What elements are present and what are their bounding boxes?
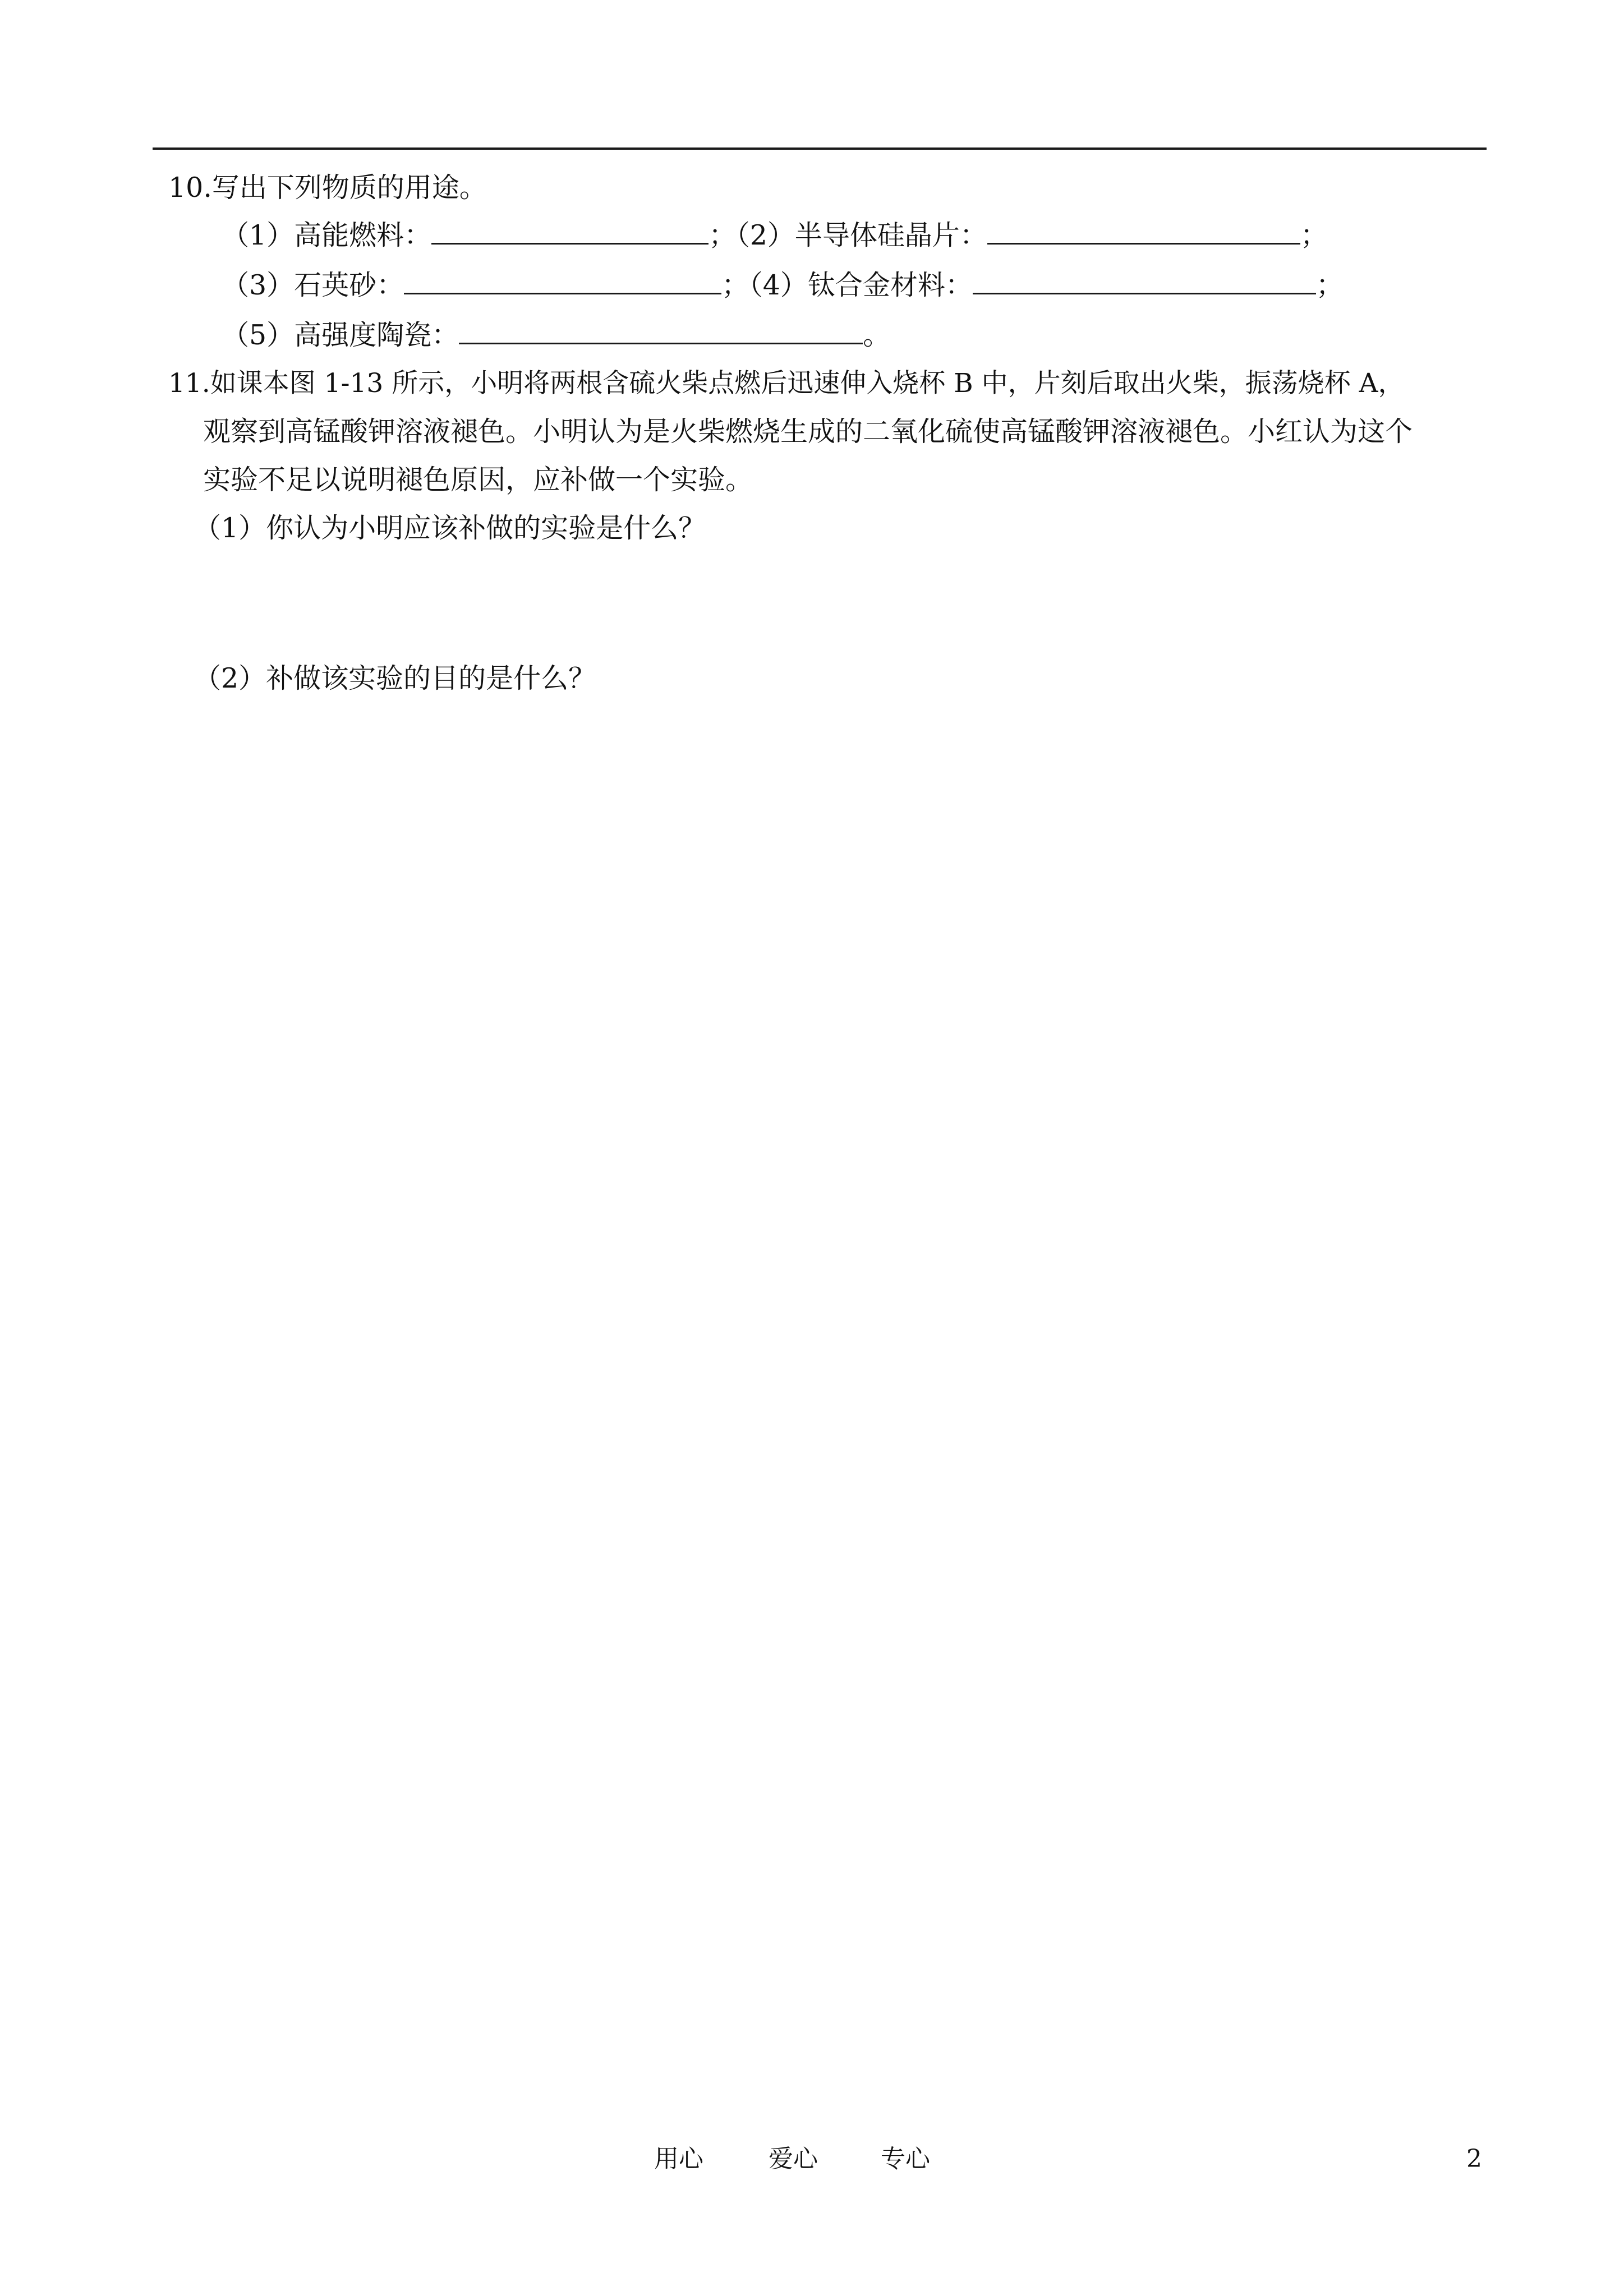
item-1-label: （1）高能燃料：	[222, 219, 432, 251]
footer-motto-3: 专心	[881, 2145, 930, 2173]
item-5-answer-blank[interactable]	[459, 317, 863, 344]
footer-motto-1: 用心	[654, 2145, 703, 2173]
item-5-end: 。	[863, 319, 891, 351]
question-11-sub-1: （1）你认为小明应该补做的实验是什么？	[194, 512, 706, 544]
item-3-answer-blank[interactable]	[404, 267, 721, 294]
item-4-label: ；（4）钛合金材料：	[721, 269, 973, 301]
header-rule	[153, 147, 1487, 150]
footer-motto-2: 爱心	[769, 2145, 818, 2173]
question-11-sub-2: （2）补做该实验的目的是什么？	[194, 662, 596, 694]
question-10-row-1	[222, 217, 1328, 252]
question-11-line-1: 11.如课本图 1-13 所示，小明将两根含硫火柴点燃后迅速伸入烧杯 B 中，片刻后取出火柴，振荡烧杯 A，	[168, 368, 1405, 399]
question-11-line-2: 观察到高锰酸钾溶液褪色。小明认为是火柴燃烧生成的二氧化硫使高锰酸钾溶液褪色。小红认为这个	[203, 416, 1413, 448]
item-5-label: （5）高强度陶瓷：	[222, 319, 459, 351]
item-1-answer-blank[interactable]	[431, 217, 709, 245]
question-11-line-3: 实验不足以说明褪色原因，应补做一个实验。	[203, 464, 753, 496]
question-10-row-3	[222, 317, 890, 352]
item-4-answer-blank[interactable]	[973, 267, 1316, 294]
item-4-end: ；	[1315, 269, 1344, 301]
question-10-title: 10.写出下列物质的用途。	[168, 172, 487, 204]
item-2-end: ；	[1300, 219, 1328, 251]
item-2-label: ；（2）半导体硅晶片：	[709, 219, 987, 251]
item-2-answer-blank[interactable]	[987, 217, 1300, 245]
item-3-label: （3）石英砂：	[222, 269, 404, 301]
page-number: 2	[1466, 2145, 1482, 2173]
question-10-row-2	[222, 267, 1344, 302]
